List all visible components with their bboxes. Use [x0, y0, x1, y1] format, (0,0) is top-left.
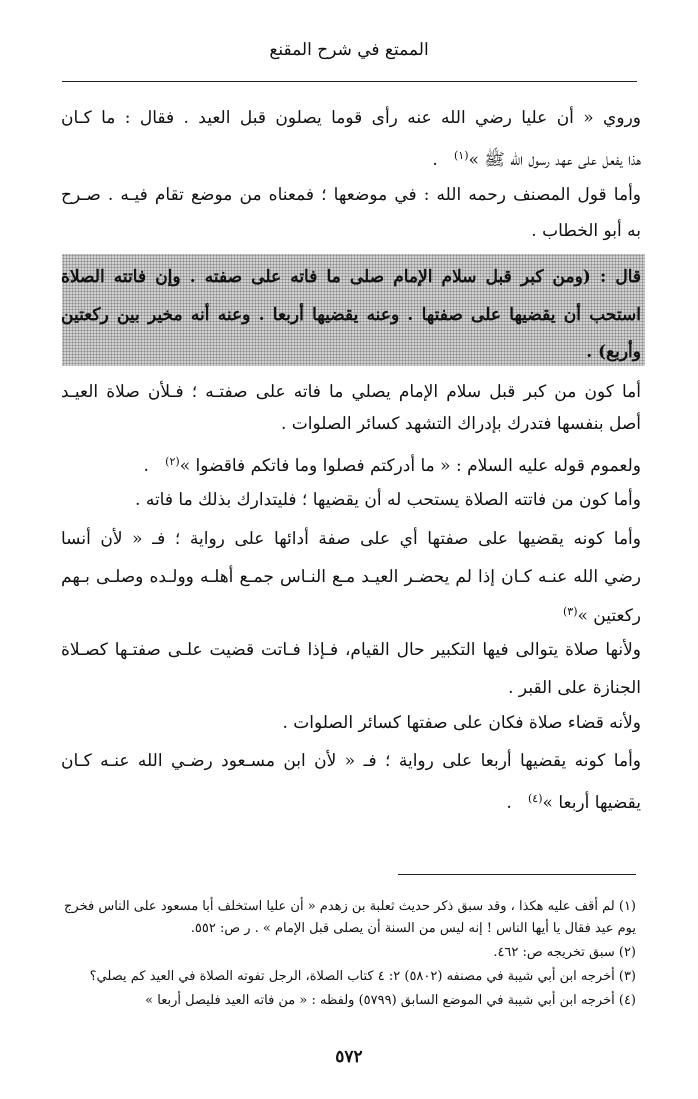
sentence-end: . [506, 793, 512, 813]
footnote-2: (٢) سبق تخريجه ص: ٤٦٢. [493, 945, 636, 960]
sentence-end: . [143, 456, 149, 476]
footnote-1-continued: يوم عيد فقال يا أيها الناس ! إنه ليس من السنة أن يصلى قبل الإمام » . ر ص: ٥٥٢. [190, 921, 636, 936]
text-line-content: ولعموم قوله عليه السلام : « ما أدركتم فصلوا وما فاتكم فاقضوا » [179, 456, 641, 476]
page-number: ٥٧٢ [335, 1047, 363, 1067]
footnote-ref-3: (٣) [562, 605, 578, 618]
text-line: الجنازة على القبر . [508, 678, 641, 698]
footnote-1: (١) لم أقف عليه هكذا ، وقد سبق ذكر حديث ثعلبة بن زهدم « أن عليا استخلف أبا مسعود على الناس فخرج [64, 899, 636, 914]
text-line: وأما كون من فاتته الصلاة يستحب له أن يقضيها ؛ فليتدارك بذلك ما فاته . [135, 490, 641, 510]
text-line: أصل بنفسها فتدرك بإدراك التشهد كسائر الصلوات . [280, 414, 641, 434]
text-line: رضي الله عنـه كـان إذا لم يحضـر العيـد مـع النـاس جمـع أهلـه وولـده وصلـى بـهم [61, 567, 641, 587]
matn-line: استحب أن يقضيها على صفتها . وعنه يقضيها أربعا . وعنه أنه مخير بين ركعتين [61, 305, 641, 325]
text-line: به أبو الخطاب . [531, 221, 641, 241]
footnote-ref-4: (٤) [528, 792, 543, 805]
running-header-title: الممتع في شرح المقنع [269, 40, 429, 60]
text-line [61, 600, 641, 628]
matn-line: وأربع) . [586, 342, 641, 362]
text-line [61, 450, 641, 478]
text-line [61, 144, 641, 172]
text-line [61, 787, 641, 815]
text-line-content: يقضيها أربعا » [542, 793, 641, 813]
text-line: ولأنه قضاء صلاة فكان على صفتها كسائر الصلوات . [282, 713, 641, 733]
text-line: وأما قول المصنف رحمه الله : في موضعها ؛ فمعناه من موضع تقام فيـه . صـرح [61, 185, 641, 205]
text-line: وروي « أن عليا رضي الله عنه رأى قوما يصلون قبل العيد . فقال : ما كـان [61, 108, 641, 128]
footnote-4: (٤) أخرجه ابن أبي شيبة في الموضع السابق (٥٧٩٩) ولفظه : « من فاته العيد فليصل أربعا » [145, 993, 636, 1008]
text-line: وأما كونه يقضيها أربعا على رواية ؛ فـ « لأن ابن مسـعود رضـي الله عنـه كـان [61, 751, 641, 771]
main-text [61, 0, 641, 1000]
text-line-content: هذا يفعل على عهد رسول الله ﷺ » [468, 150, 641, 170]
text-line-content: ركعتين » [577, 606, 641, 626]
text-line: وأما كونه يقضيها على صفتها أي على صفة أدائها على رواية ؛ فـ « لأن أنسا [61, 529, 641, 549]
footnote-ref-1: (١) [453, 149, 469, 162]
matn-line: قال : (ومن كبر قبل سلام الإمام صلى ما فاته على صفته . وإن فاتته الصلاة [61, 267, 641, 287]
text-line: ولأنها صلاة يتوالى فيها التكبير حال القيام، فـإذا فـاتت قضيت علـى صفتـها كصـلاة [61, 640, 641, 660]
footnote-3: (٣) أخرجه ابن أبي شيبة في مصنفه (٥٨٠٢) ٢: ٤ كتاب الصلاة، الرجل تفوته الصلاة في العيد كم يصلي؟ [89, 969, 636, 984]
footnote-divider [398, 874, 636, 875]
footnote-ref-2: (٢) [165, 455, 180, 468]
sentence-end: . [432, 150, 438, 170]
text-line: أما كون من كبر قبل سلام الإمام يصلي ما فاته على صفتـه ؛ فـلأن صلاة العيـد [61, 382, 641, 402]
